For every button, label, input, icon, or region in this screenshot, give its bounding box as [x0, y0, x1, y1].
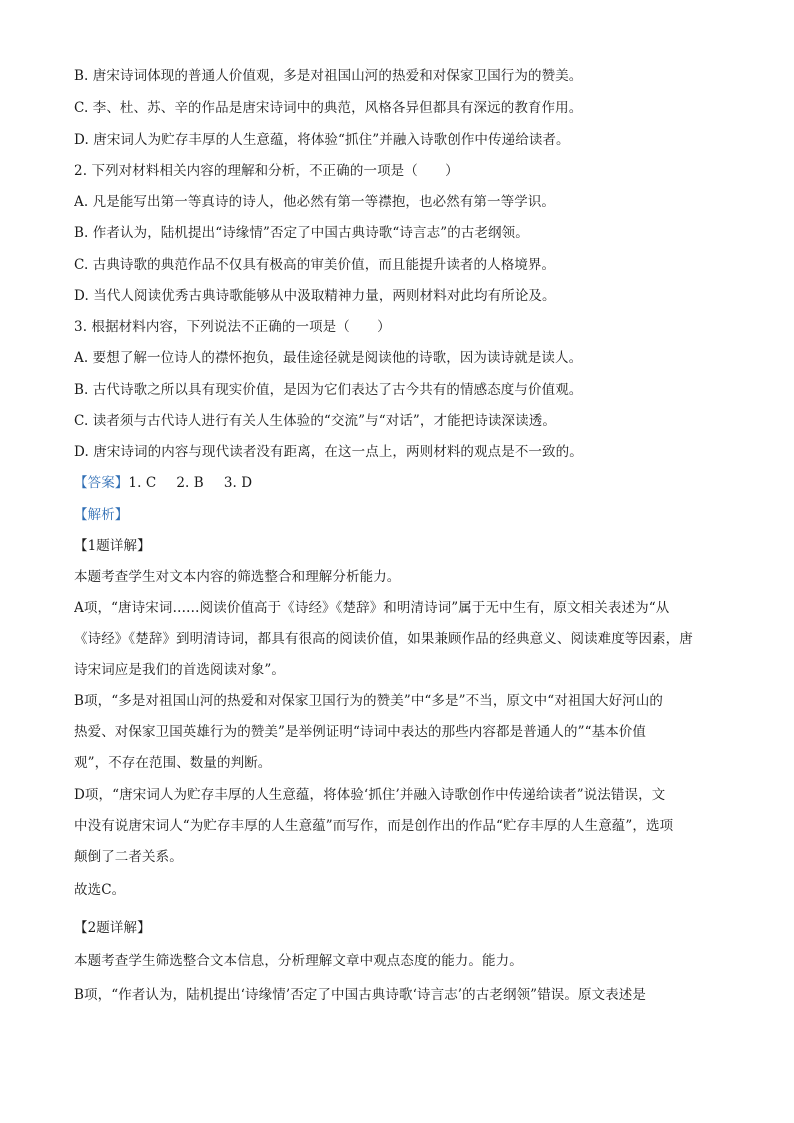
q2-option-d: D. 当代人阅读优秀古典诗歌能够从中汲取精神力量，两则材料对此均有所论及。	[74, 288, 556, 304]
q1-option-c: C. 李、杜、苏、辛的作品是唐宋诗词中的典范，风格各异但都具有深远的教育作用。	[74, 100, 583, 116]
detail2-b-line: B项，“作者认为，陆机提出‘诗缘情’否定了中国古典诗歌‘诗言志’的古老纲领”错误。原文表述是	[74, 987, 646, 1003]
q1-option-b: B. 唐宋诗词体现的普通人价值观，多是对祖国山河的热爱和对保家卫国行为的赞美。	[74, 68, 583, 84]
q1-option-d: D. 唐宋词人为贮存丰厚的人生意蕴，将体验“抓住”并融入诗歌创作中传递给读者。	[74, 132, 570, 148]
q3-option-c: C. 读者须与古代诗人进行有关人生体验的“交流”与“对话”，才能把诗读深读透。	[74, 413, 556, 429]
q3-option-d: D. 唐宋诗词的内容与现代读者没有距离，在这一点上，两则材料的观点是不一致的。	[74, 444, 583, 460]
detail1-a-line-3: 诗宋词应是我们的首选阅读对象”。	[74, 662, 286, 678]
answer-item-1: 1. C	[128, 475, 157, 491]
detail2-label: 【2题详解】	[74, 920, 151, 936]
q2-option-c: C. 古典诗歌的典范作品不仅具有极高的审美价值，而且能提升读者的人格境界。	[74, 257, 556, 273]
detail2-intro: 本题考查学生筛选整合文本信息，分析理解文章中观点态度的能力。能力。	[74, 953, 523, 969]
answer-label: 【答案】	[74, 475, 129, 491]
answer-item-2: 2. B	[176, 475, 204, 491]
detail1-a-line-1: A项，“唐诗宋词……阅读价值高于《诗经》《楚辞》和明清诗词”属于无中生有，原文相关表述为“从	[74, 600, 670, 616]
detail1-d-line-3: 颠倒了二者关系。	[74, 849, 183, 865]
analysis-label: 【解析】	[74, 507, 129, 523]
q3-option-a: A. 要想了解一位诗人的襟怀抱负，最佳途径就是阅读他的诗歌，因为读诗就是读人。	[74, 350, 583, 366]
detail1-choice: 故选C。	[74, 882, 126, 898]
analysis-line	[74, 505, 724, 525]
detail1-b-line-2: 热爱、对保家卫国英雄行为的赞美”是举例证明“诗词中表达的那些内容都是普通人的”“基本价值	[74, 724, 647, 740]
q3-option-b: B. 古代诗歌之所以具有现实价值，是因为它们表达了古今共有的情感态度与价值观。	[74, 382, 583, 398]
q3-stem: 3. 根据材料内容，下列说法不正确的一项是（ ）	[74, 319, 391, 335]
detail1-d-line-1: D项，“唐宋词人为贮存丰厚的人生意蕴，将体验‘抓住’并融入诗歌创作中传递给读者”说法错误，文	[74, 787, 666, 803]
detail1-b-line-3: 观”，不存在范围、数量的判断。	[74, 755, 272, 771]
detail1-a-line-2: 《诗经》《楚辞》到明清诗词，都具有很高的阅读价值，如果兼顾作品的经典意义、阅读难度等因素，唐	[74, 631, 693, 647]
detail1-intro: 本题考查学生对文本内容的筛选整合和理解分析能力。	[74, 569, 401, 585]
q2-stem: 2. 下列对材料相关内容的理解和分析，不正确的一项是（ ）	[74, 163, 459, 179]
q2-option-b: B. 作者认为，陆机提出“诗缘情”否定了中国古典诗歌“诗言志”的古老纲领。	[74, 225, 529, 241]
detail1-label: 【1题详解】	[74, 538, 151, 554]
detail1-d-line-2: 中没有说唐宋词人“为贮存丰厚的人生意蕴”而写作，而是创作出的作品“贮存丰厚的人生意蕴”，选项	[74, 818, 674, 834]
q2-option-a: A. 凡是能写出第一等真诗的诗人，他必然有第一等襟抱，也必然有第一等学识。	[74, 194, 556, 210]
detail1-b-line-1: B项，“多是对祖国山河的热爱和对保家卫国行为的赞美”中“多是”不当，原文中“对祖国大好河山的	[74, 693, 664, 709]
answer-line	[74, 473, 724, 493]
answer-item-3: 3. D	[223, 475, 253, 491]
